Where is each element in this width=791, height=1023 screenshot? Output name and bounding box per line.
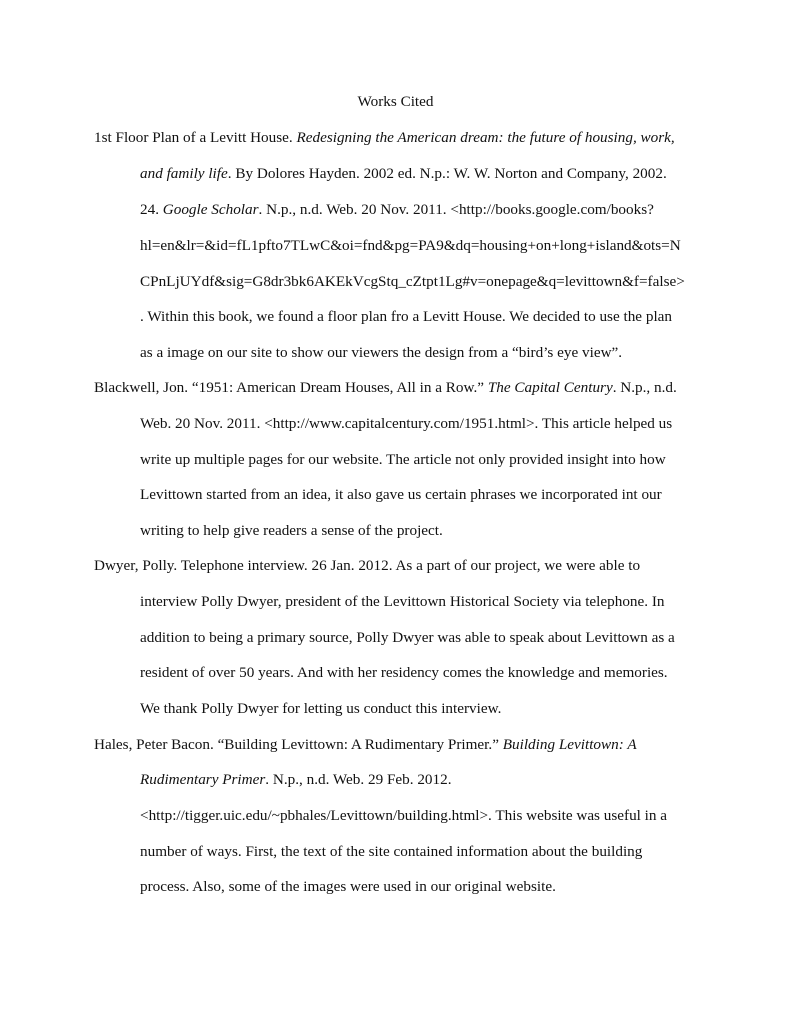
citation-line (140, 236, 681, 256)
citation-line (140, 450, 666, 470)
page-title: Works Cited (357, 93, 434, 110)
citation-line (140, 770, 452, 790)
citation-line (140, 343, 622, 363)
citation-line (140, 272, 685, 292)
citation-line (140, 307, 672, 327)
text-run: addition to being a primary source, Polly Dwyer was able to speak about Levittown as a (140, 629, 675, 646)
italic-title: The Capital Century (487, 379, 613, 396)
citation-line (94, 735, 637, 755)
citation-line (140, 842, 642, 862)
italic-title: Redesigning the American dream: the future of housing, work, (296, 129, 675, 146)
text-run: Web. 20 Nov. 2011. <http://www.capitalcentury.com/1951.html>. This article helped us (140, 415, 673, 432)
citation-line (94, 556, 640, 576)
citation-line (140, 164, 667, 184)
text-run: interview Polly Dwyer, president of the Levittown Historical Society via telephone. In (140, 593, 665, 610)
text-run: Levittown started from an idea, it also gave us certain phrases we incorporated int our (140, 486, 662, 503)
citation-line (140, 628, 675, 648)
text-run: Hales, Peter Bacon. “Building Levittown: A Rudimentary Primer.” (94, 736, 503, 753)
text-run: . By Dolores Hayden. 2002 ed. N.p.: W. W. Norton and Company, 2002. (227, 165, 667, 182)
text-run: . N.p., n.d. Web. 29 Feb. 2012. (265, 771, 452, 788)
text-run: resident of over 50 years. And with her residency comes the knowledge and memories. (140, 664, 668, 681)
citation-line (140, 699, 501, 719)
text-run: <http://tigger.uic.edu/~pbhales/Levittown/building.html>. This website was useful in a (140, 807, 668, 824)
text-run: writing to help give readers a sense of the project. (140, 522, 443, 539)
text-run: . N.p., n.d. Web. 20 Nov. 2011. <http://books.google.com/books? (258, 201, 654, 218)
citation-line (140, 877, 556, 897)
citation-line (140, 521, 443, 541)
text-run: . Within this book, we found a floor plan fro a Levitt House. We decided to use the plan (140, 308, 672, 325)
italic-title: Building Levittown: A (502, 736, 637, 753)
citation-line (140, 592, 665, 612)
citation-line (94, 128, 675, 148)
text-run: number of ways. First, the text of the site contained information about the building (140, 843, 643, 860)
text-run: hl=en&lr=&id=fL1pfto7TLwC&oi=fnd&pg=PA9&dq=housing+on+long+island&ots=N (140, 237, 681, 254)
text-run: 24. (140, 201, 163, 218)
text-run: We thank Polly Dwyer for letting us conduct this interview. (140, 700, 502, 717)
text-run: CPnLjUYdf&sig=G8dr3bk6AKEkVcgStq_cZtpt1Lg#v=onepage&q=levittown&f=false> (140, 273, 685, 290)
italic-title: Rudimentary Primer (140, 771, 266, 788)
text-run: 1st Floor Plan of a Levitt House. (94, 129, 297, 146)
citation-line (140, 200, 654, 220)
citation-line (140, 663, 668, 683)
citation-line (94, 378, 677, 398)
citation-line (140, 806, 667, 826)
citation-line (140, 414, 672, 434)
citation-line (140, 485, 662, 505)
text-run: . N.p., n.d. (612, 379, 677, 396)
italic-title: and family life (140, 165, 228, 182)
text-run: as a image on our site to show our viewers the design from a “bird’s eye view”. (140, 344, 623, 361)
text-run: process. Also, some of the images were used in our original website. (140, 878, 556, 895)
text-run: Blackwell, Jon. “1951: American Dream Houses, All in a Row.” (94, 379, 488, 396)
text-run: write up multiple pages for our website. The article not only provided insight into how (140, 451, 666, 468)
text-run: Dwyer, Polly. Telephone interview. 26 Jan. 2012. As a part of our project, we were able to (94, 557, 641, 574)
italic-title: Google Scholar (162, 201, 259, 218)
